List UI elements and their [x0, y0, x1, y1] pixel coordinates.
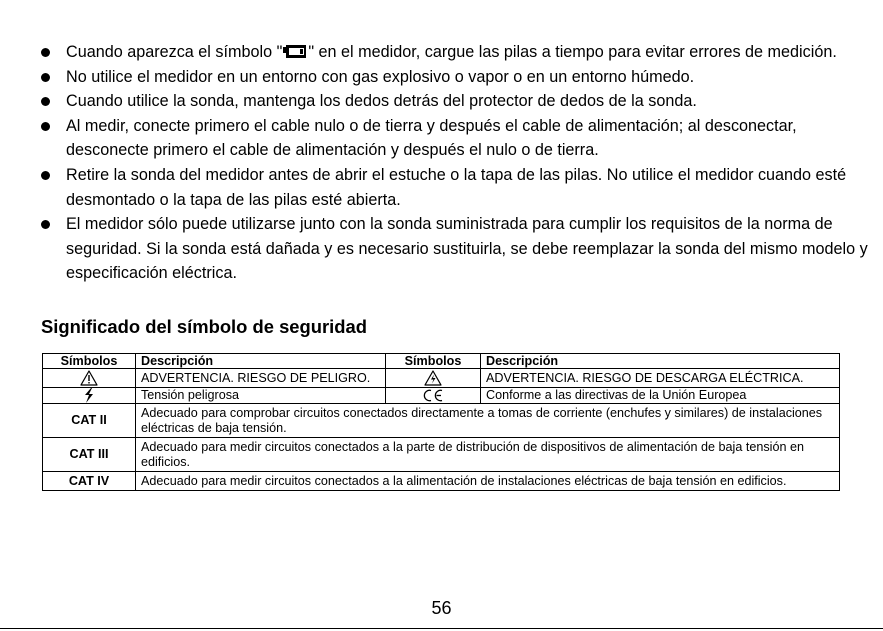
description-cell: Conforme a las directivas de la Unión Europea — [481, 388, 840, 404]
page-number: 56 — [431, 598, 452, 618]
description-cell: Tensión peligrosa — [136, 388, 386, 404]
category-description: Adecuado para medir circuitos conectados a la parte de distribución de dispositivos de alimentación de baja tensión en edificios. — [136, 438, 840, 472]
category-description: Adecuado para medir circuitos conectados a la alimentación de instalaciones eléctricas de baja tensión en edificios. — [136, 472, 840, 491]
bullet-text: El medidor sólo puede utilizarse junto con la sonda suministrada para cumplir los requisitos de la norma de seguridad. Si la sonda está dañada y es necesario sustituirla, se debe reemplazar la sonda del mismo modelo y especificación eléctrica. — [66, 215, 868, 283]
bullet-text-after-icon: " en el medidor, cargue las pilas a tiempo para evitar errores de medición. — [308, 43, 837, 61]
table-row-warnings — [43, 369, 840, 388]
bullet-dot — [41, 122, 50, 131]
bullet-dot — [41, 220, 50, 229]
description-cell: ADVERTENCIA. RIESGO DE DESCARGA ELÉCTRICA. — [481, 369, 840, 388]
warning-triangle-icon — [80, 370, 98, 386]
bullet-item-connect-order — [40, 114, 870, 163]
header-description: Descripción — [136, 354, 386, 369]
table-row-cat-iv — [43, 472, 840, 491]
lightning-bolt-icon — [83, 388, 95, 403]
description-cell: ADVERTENCIA. RIESGO DE PELIGRO. — [136, 369, 386, 388]
bullet-text: Retire la sonda del medidor antes de abrir el estuche o la tapa de las pilas. No utilice el medidor cuando esté desmontado o la tapa de las pilas esté abierta. — [66, 165, 847, 209]
bullet-item-battery — [40, 40, 870, 65]
section-title: Significado del símbolo de seguridad — [41, 316, 367, 337]
table-row-cat-iii — [43, 438, 840, 472]
safety-bullet-list — [40, 40, 870, 286]
bullet-dot — [41, 48, 50, 57]
ce-mark-icon — [422, 389, 444, 402]
table-row-cat-ii — [43, 404, 840, 438]
bullet-item-explosive — [40, 65, 870, 90]
bullet-dot — [41, 97, 50, 106]
bullet-item-probe-fingers — [40, 89, 870, 114]
header-symbols: Símbolos — [43, 354, 136, 369]
table-header-row — [43, 354, 840, 369]
bullet-item-supplied-probe — [40, 212, 870, 286]
bottom-divider — [0, 628, 883, 629]
category-label: CAT IV — [43, 472, 136, 491]
header-symbols: Símbolos — [386, 354, 481, 369]
header-description: Descripción — [481, 354, 840, 369]
category-label: CAT II — [43, 404, 136, 438]
bullet-text-before-icon: Cuando aparezca el símbolo " — [66, 43, 283, 61]
bullet-dot — [41, 73, 50, 82]
shock-hazard-triangle-icon — [424, 370, 442, 386]
symbol-cell — [386, 388, 481, 404]
low-battery-icon — [283, 45, 307, 59]
category-description: Adecuado para comprobar circuitos conectados directamente a tomas de corriente (enchufes y similares) de instalaciones eléctricas de baja tensión. — [136, 404, 840, 438]
bullet-text: Cuando utilice la sonda, mantenga los dedos detrás del protector de dedos de la sonda. — [66, 92, 697, 111]
table-row-voltage-ce — [43, 388, 840, 404]
symbol-cell — [43, 369, 136, 388]
bullet-text: Al medir, conecte primero el cable nulo o de tierra y después el cable de alimentación; al desconectar, desconecte primero el cable de alimentación y después el nulo o de tierra. — [66, 116, 797, 160]
category-label: CAT III — [43, 438, 136, 472]
safety-symbol-table — [42, 353, 840, 491]
bullet-item-remove-probe — [40, 163, 870, 212]
bullet-text: No utilice el medidor en un entorno con gas explosivo o vapor o en un entorno húmedo. — [66, 67, 695, 86]
symbol-cell — [43, 388, 136, 404]
symbol-cell — [386, 369, 481, 388]
bullet-dot — [41, 171, 50, 180]
